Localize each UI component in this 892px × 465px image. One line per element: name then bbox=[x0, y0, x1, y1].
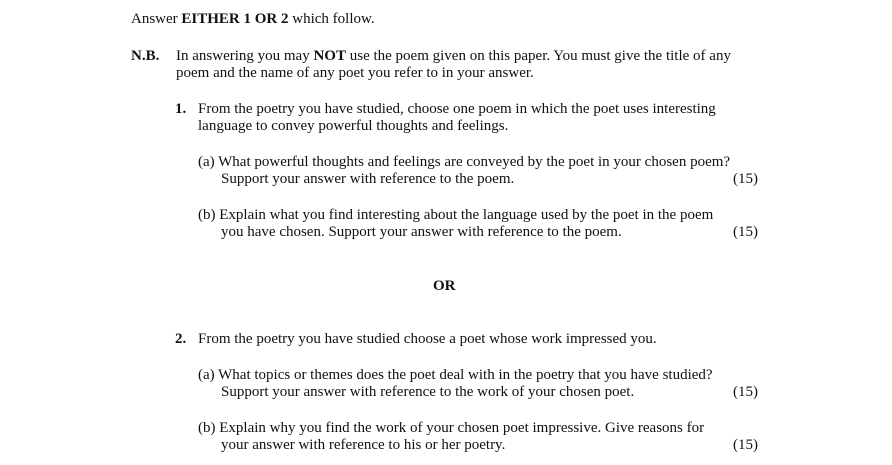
q1-a-line-1: (a) What powerful thoughts and feelings are conveyed by the poet in your chosen poem? bbox=[198, 154, 731, 170]
or-separator: OR bbox=[433, 278, 456, 294]
nb-emphasis: NOT bbox=[313, 48, 346, 64]
q2-b-marks: (15) bbox=[733, 437, 758, 453]
instruction-line bbox=[131, 11, 375, 28]
q2-a-marks: (15) bbox=[733, 384, 758, 400]
q1-number: 1. bbox=[175, 101, 187, 117]
q1-b-line-2: you have chosen. Support your answer with reference to the poem. bbox=[221, 224, 622, 240]
q1-a-line-2: Support your answer with reference to the poem. bbox=[221, 171, 515, 187]
q1-stem-line-1: From the poetry you have studied, choose one poem in which the poet uses interesting bbox=[198, 101, 716, 117]
instruction-post: which follow. bbox=[288, 11, 375, 27]
q2-a-line-1: (a) What topics or themes does the poet deal with in the poetry that you have studied? bbox=[198, 367, 713, 383]
nb-line-1: In answering you may NOT use the poem given on this paper. You must give the title of any bbox=[176, 48, 731, 64]
instruction-pre: Answer bbox=[131, 11, 182, 27]
q1-b-marks: (15) bbox=[733, 224, 758, 240]
q2-number: 2. bbox=[175, 331, 187, 347]
q2-b-line-2: your answer with reference to his or her poetry. bbox=[221, 437, 506, 453]
nb-label: N.B. bbox=[131, 48, 160, 64]
q2-stem-line-1: From the poetry you have studied choose a poet whose work impressed you. bbox=[198, 331, 657, 347]
instruction-bold: EITHER 1 OR 2 bbox=[181, 11, 289, 27]
nb-line-2: poem and the name of any poet you refer to in your answer. bbox=[176, 65, 534, 81]
q1-a-marks: (15) bbox=[733, 171, 758, 187]
q2-a-line-2: Support your answer with reference to the work of your chosen poet. bbox=[221, 384, 635, 400]
q2-b-line-1: (b) Explain why you find the work of your chosen poet impressive. Give reasons for bbox=[198, 420, 705, 436]
q1-stem-line-2: language to convey powerful thoughts and feelings. bbox=[198, 118, 509, 134]
q1-b-line-1: (b) Explain what you find interesting about the language used by the poet in the poem bbox=[198, 207, 714, 223]
